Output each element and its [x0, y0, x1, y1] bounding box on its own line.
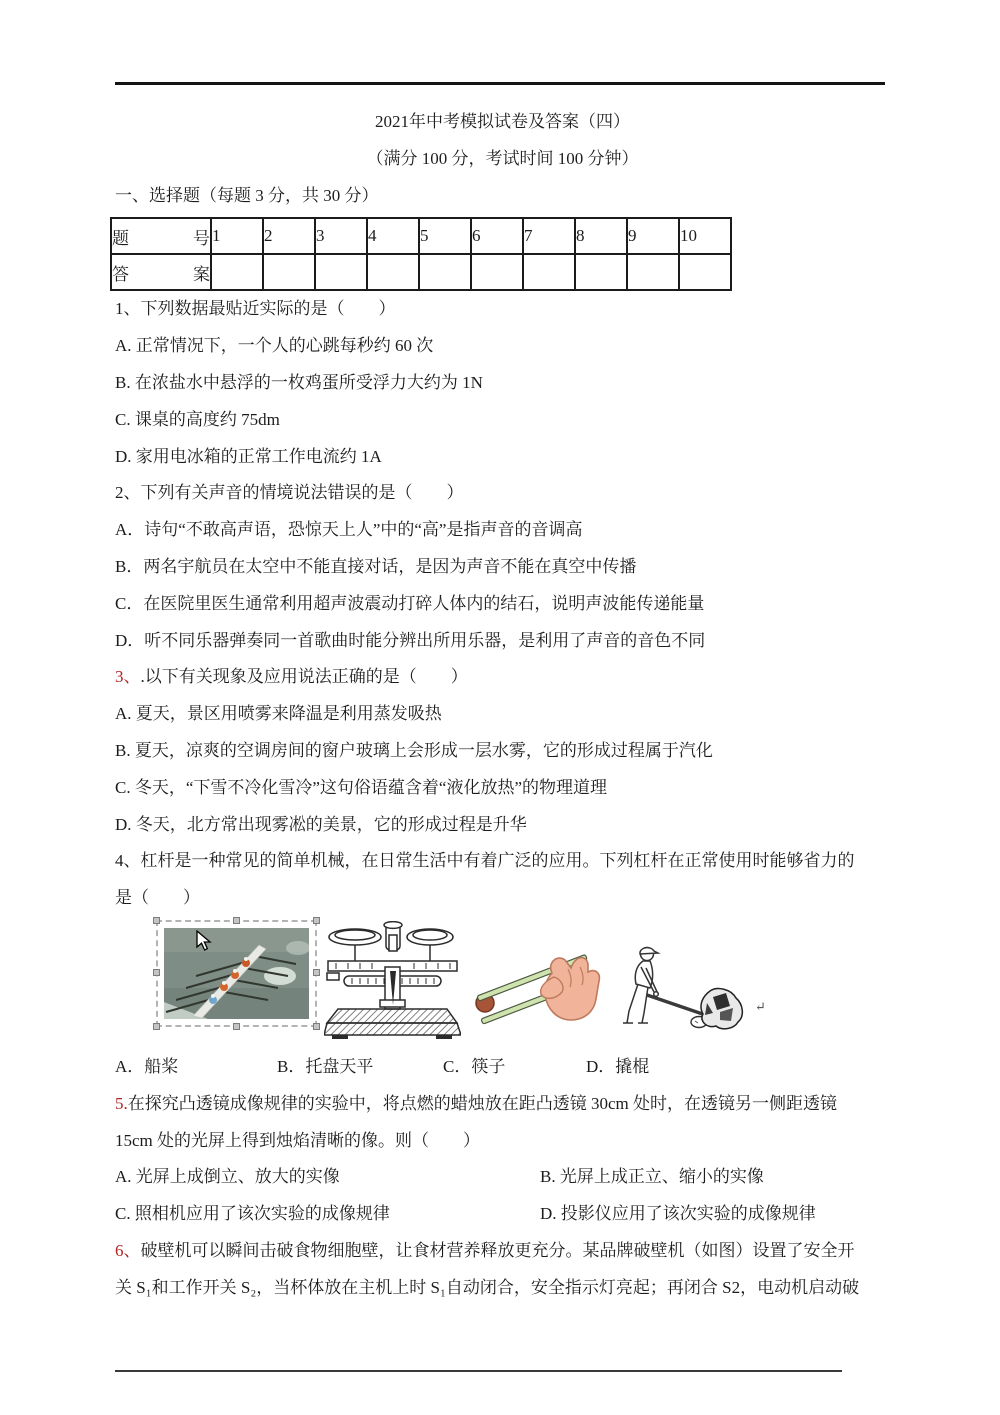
answer-cell[interactable]: [315, 254, 367, 290]
question-3-option-d: D. 冬天，北方常出现雾凇的美景，它的形成过程是升华: [115, 814, 527, 834]
question-6-stem-line1: [115, 1233, 890, 1270]
table-row-question-numbers: [111, 218, 731, 254]
question-4-option-a: A．船桨: [115, 1056, 179, 1076]
page-title: 2021年中考模拟试卷及答案（四）: [375, 112, 630, 131]
question-6-text: 破壁机可以瞬间击破食物细胞壁，让食材营养释放更充分。某品牌破壁机（如图）设置了安全开: [140, 1240, 855, 1260]
question-5-option-d: D. 投影仪应用了该次实验的成像规律: [540, 1204, 816, 1224]
answer-cell[interactable]: [523, 254, 575, 290]
question-number-cell: 6: [471, 218, 523, 254]
question-2-option-a: A．诗句“不敢高声语，恐惊天上人”中的“高”是指声音的音调高: [115, 520, 583, 540]
selection-handle[interactable]: [313, 969, 320, 976]
document-content: [112, 104, 890, 1307]
question-1-option-b: B. 在浓盐水中悬浮的一枚鸡蛋所受浮力大约为 1N: [115, 372, 483, 392]
question-1-text: 下列数据最贴近实际的是（ ）: [140, 299, 396, 319]
question-4-stem-line2: 是（ ）: [115, 888, 200, 908]
page-subtitle: （满分 100 分，考试时间 100 分钟）: [366, 148, 639, 168]
answer-cell[interactable]: [575, 254, 627, 290]
selection-handle[interactable]: [313, 917, 320, 924]
answer-cell[interactable]: [679, 254, 731, 290]
question-6-stem-line2: 关 S₁和工作开关 S₂，当杯体放在主机上时 S₁自动闭合，安全指示灯亮起；再闭合 S2，电动机启动破: [115, 1277, 860, 1297]
answer-label-right: 案: [193, 264, 210, 284]
answer-cell[interactable]: [419, 254, 471, 290]
header-label-left: 题: [112, 228, 129, 248]
question-4-number: 4、: [115, 851, 141, 871]
section-heading: 一、选择题（每题 3 分，共 30 分）: [115, 185, 379, 205]
question-5-text: 在探究凸透镜成像规律的实验中，将点燃的蜡烛放在距凸透镜 30cm 处时，在透镜另一侧距透镜: [127, 1093, 838, 1113]
question-number-cell: 7: [523, 218, 575, 254]
question-5-option-b: B. 光屏上成正立、缩小的实像: [540, 1167, 764, 1187]
selection-handle[interactable]: [313, 1023, 320, 1030]
figure-balance-scale: [324, 921, 461, 1041]
answer-cell[interactable]: [263, 254, 315, 290]
question-1-option-d: D. 家用电冰箱的正常工作电流约 1A: [115, 446, 382, 466]
question-6-number: 6、: [115, 1240, 141, 1260]
question-1-stem: [115, 291, 890, 328]
question-3-option-c: C. 冬天，“下雪不冷化雪冷”这句俗语蕴含着“液化放热”的物理道理: [115, 777, 608, 797]
question-2-number: 2、: [115, 483, 141, 503]
question-number-cell: 1: [211, 218, 263, 254]
header-rule: [115, 82, 885, 85]
answer-cell[interactable]: [211, 254, 263, 290]
question-number-header-cell: [111, 218, 211, 254]
question-5-stem-line1: [115, 1086, 890, 1123]
question-number-cell: 5: [419, 218, 471, 254]
selection-handle[interactable]: [153, 1023, 160, 1030]
question-5-options-cd: [115, 1196, 890, 1233]
question-number-cell: 3: [315, 218, 367, 254]
question-5-stem-line2: 15cm 处的光屏上得到烛焰清晰的像。则（ ）: [115, 1130, 481, 1150]
answer-header-cell: [111, 254, 211, 290]
footer-rule: [115, 1370, 842, 1372]
selection-handle[interactable]: [153, 969, 160, 976]
answer-cell[interactable]: [627, 254, 679, 290]
answer-cell[interactable]: [367, 254, 419, 290]
question-3-stem: [115, 659, 890, 696]
question-number-cell: 4: [367, 218, 419, 254]
table-row-answers: [111, 254, 731, 290]
question-3-number: 3、: [115, 667, 141, 687]
question-3-option-b: B. 夏天，凉爽的空调房间的窗户玻璃上会形成一层水雾，它的形成过程属于汽化: [115, 740, 713, 760]
question-2-option-c: C．在医院里医生通常利用超声波震动打碎人体内的结石，说明声波能传递能量: [115, 593, 705, 613]
question-number-cell: 9: [627, 218, 679, 254]
header-label-right: 号: [193, 228, 210, 248]
question-3-option-a: A. 夏天，景区用喷雾来降温是利用蒸发吸热: [115, 704, 442, 724]
selection-handle[interactable]: [233, 917, 240, 924]
rowing-crew-image: [164, 928, 309, 1019]
answer-cell[interactable]: [471, 254, 523, 290]
answer-label-left: 答: [112, 264, 129, 284]
question-5-options-ab: [115, 1159, 890, 1196]
question-number-cell: 10: [679, 218, 731, 254]
question-1-number: 1、: [115, 299, 141, 319]
question-1-option-c: C. 课桌的高度约 75dm: [115, 409, 280, 429]
mouse-cursor: [196, 930, 212, 952]
question-4-figures: [115, 917, 890, 1049]
question-1-option-a: A. 正常情况下，一个人的心跳每秒约 60 次: [115, 336, 434, 356]
question-4-stem-line1: [115, 843, 890, 880]
question-4-option-d: D．撬棍: [586, 1056, 650, 1076]
question-5-number: 5.: [115, 1093, 128, 1113]
question-number-cell: 8: [575, 218, 627, 254]
paragraph-return-mark: ↵: [755, 998, 766, 1014]
question-5-option-a: A. 光屏上成倒立、放大的实像: [115, 1167, 340, 1187]
question-2-option-b: B．两名宇航员在太空中不能直接对话，是因为声音不能在真空中传播: [115, 556, 637, 576]
figure-crowbar: [617, 941, 747, 1037]
question-5-option-c: C. 照相机应用了该次实验的成像规律: [115, 1204, 390, 1224]
question-2-option-d: D．听不同乐器弹奏同一首歌曲时能分辨出所用乐器，是利用了声音的音色不同: [115, 630, 706, 650]
selection-handle[interactable]: [233, 1023, 240, 1030]
figure-chopsticks: [468, 939, 603, 1027]
question-4-options: [115, 1049, 890, 1086]
question-4-option-b: B．托盘天平: [277, 1056, 374, 1076]
answer-table: [110, 217, 732, 291]
figure-oars-photo[interactable]: [156, 920, 317, 1027]
question-3-text: .以下有关现象及应用说法正确的是（ ）: [140, 667, 468, 687]
question-4-option-c: C．筷子: [443, 1056, 506, 1076]
question-2-text: 下列有关声音的情境说法错误的是（ ）: [140, 483, 464, 503]
question-number-cell: 2: [263, 218, 315, 254]
question-2-stem: [115, 475, 890, 512]
question-4-text: 杠杆是一种常见的简单机械，在日常生活中有着广泛的应用。下列杠杆在正常使用时能够省力的: [140, 851, 855, 871]
selection-handle[interactable]: [153, 917, 160, 924]
